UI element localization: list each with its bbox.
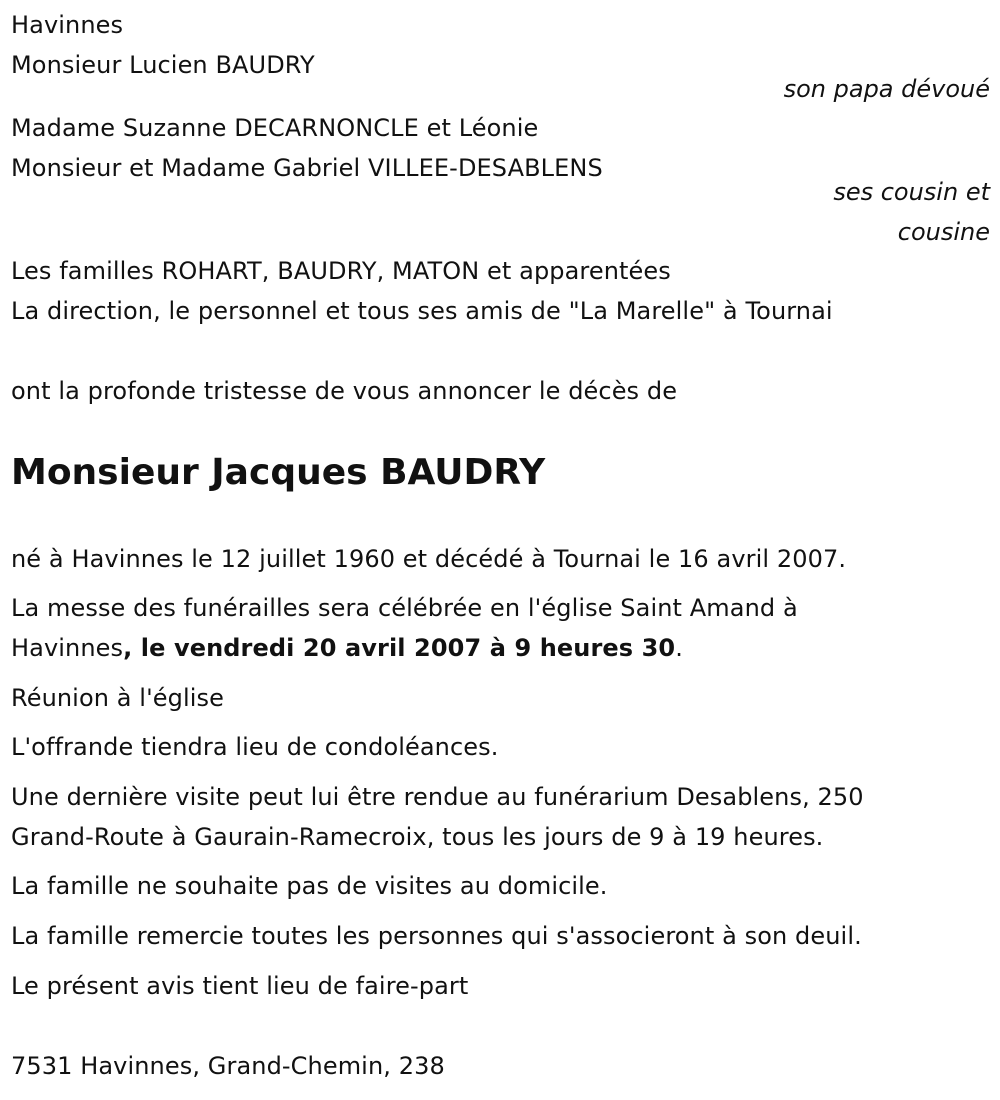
mass-line-end: . — [675, 634, 683, 662]
visit-line-2: Grand-Route à Gaurain-Ramecroix, tous les jours de 9 à 19 heures. — [11, 823, 824, 851]
announcement-text: ont la profonde tristesse de vous annoncer le décès de — [11, 377, 678, 405]
meeting-line: Réunion à l'église — [11, 684, 224, 712]
cousin-name-1: Madame Suzanne DECARNONCLE et Léonie — [11, 114, 539, 142]
mass-place: Havinnes — [11, 634, 124, 662]
families-line: Les familles ROHART, BAUDRY, MATON et apparentées — [11, 257, 671, 285]
cousin-name-2: Monsieur et Madame Gabriel VILLEE-DESABLENS — [11, 154, 603, 182]
address-line: 7531 Havinnes, Grand-Chemin, 238 — [11, 1052, 445, 1080]
father-role: son papa dévoué — [783, 75, 990, 103]
direction-line: La direction, le personnel et tous ses amis de "La Marelle" à Tournai — [11, 297, 833, 325]
mass-date-time: , le vendredi 20 avril 2007 à 9 heures 30 — [123, 634, 676, 662]
cousins-role-line2: cousine — [897, 218, 990, 246]
cousins-role-line1: ses cousin et — [833, 178, 990, 206]
visit-line-1: Une dernière visite peut lui être rendue au funérarium Desablens, 250 — [11, 783, 864, 811]
father-name: Monsieur Lucien BAUDRY — [11, 51, 315, 79]
offering-line: L'offrande tiendra lieu de condoléances. — [11, 733, 499, 761]
birth-death-line: né à Havinnes le 12 juillet 1960 et décédé à Tournai le 16 avril 2007. — [11, 545, 847, 573]
mass-line-2 — [11, 634, 683, 662]
deceased-name: Monsieur Jacques BAUDRY — [11, 452, 546, 493]
mass-line-1: La messe des funérailles sera célébrée en l'église Saint Amand à — [11, 594, 798, 622]
village-name: Havinnes — [11, 11, 124, 39]
notice-line: Le présent avis tient lieu de faire-part — [11, 972, 469, 1000]
no-visits-line: La famille ne souhaite pas de visites au domicile. — [11, 872, 608, 900]
thanks-line: La famille remercie toutes les personnes qui s'associeront à son deuil. — [11, 922, 862, 950]
